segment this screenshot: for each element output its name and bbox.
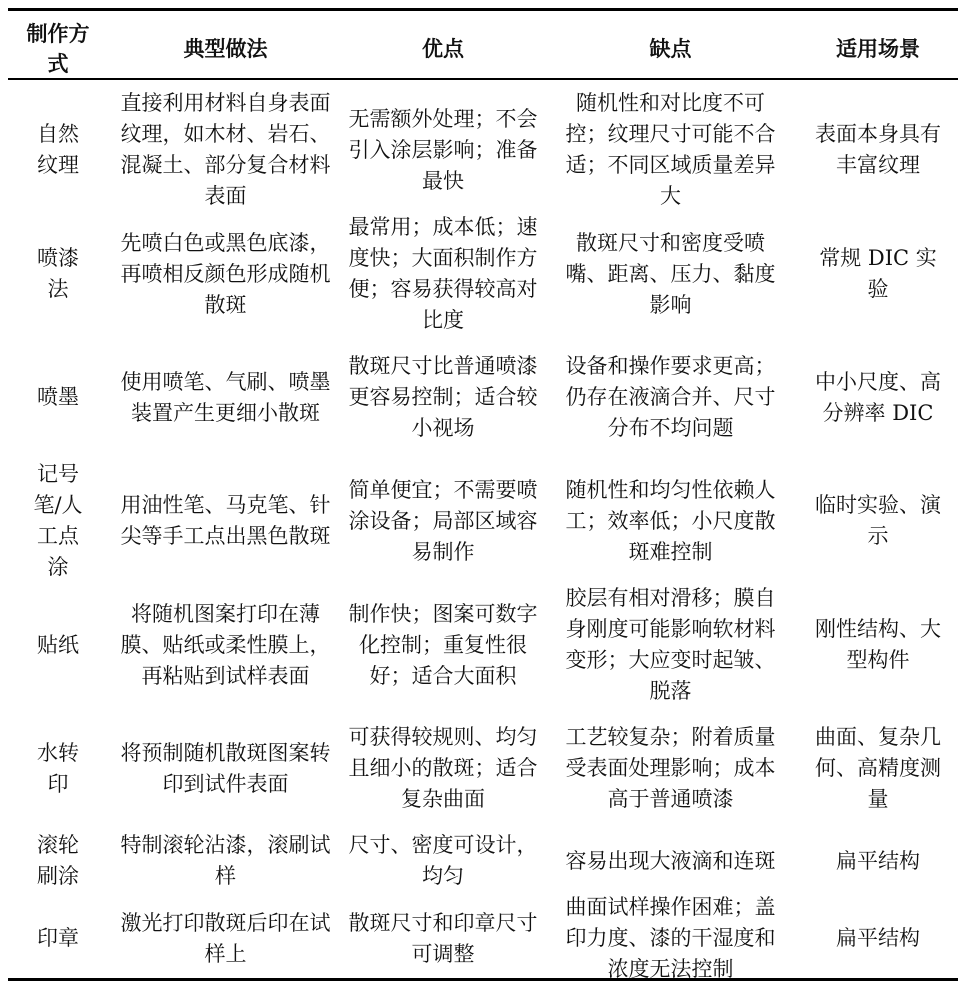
cell-pros: 无需额外处理；不会引入涂层影响；准备最快 <box>348 106 538 193</box>
table-row <box>8 707 958 830</box>
table-row <box>8 88 958 212</box>
header-practice: 典型做法 <box>183 36 268 61</box>
cell-scene: 扁平结构 <box>836 926 920 950</box>
cell-practice: 将随机图案打印在薄膜、贴纸或柔性膜上，再粘贴到试样表面 <box>120 601 331 688</box>
cell-practice: 先喷白色或黑色底漆，再喷相反颜色形成随机散斑 <box>120 230 331 317</box>
cell-scene: 常规 DIC 实验 <box>819 246 937 301</box>
table-row <box>8 892 958 985</box>
cell-pros: 最常用；成本低；速度快；大面积制作方便；容易获得较高对比度 <box>348 215 538 332</box>
table-row <box>8 583 958 707</box>
cell-practice: 直接利用材料自身表面纹理，如木材、岩石、混凝土、部分复合材料表面 <box>120 91 331 208</box>
cell-cons: 随机性和对比度不可控；纹理尺寸可能不合适；不同区域质量差异大 <box>565 91 776 208</box>
cell-practice: 特制滚轮沾漆，滚刷试样 <box>120 833 331 888</box>
header-method: 制作方式 <box>26 21 90 76</box>
cell-cons: 设备和操作要求更高；仍存在液滴合并、尺寸分布不均问题 <box>565 354 776 440</box>
cell-method: 贴纸 <box>37 632 79 657</box>
table-row <box>8 336 958 459</box>
cell-practice: 用油性笔、马克笔、针尖等手工点出黑色散斑 <box>120 493 331 548</box>
header-cons: 缺点 <box>649 36 692 61</box>
cell-practice: 将预制随机散斑图案转印到试件表面 <box>120 740 331 796</box>
cell-cons: 容易出现大液滴和连斑 <box>565 848 776 873</box>
cell-cons: 胶层有相对滑移；膜自身刚度可能影响软材料变形；大应变时起皱、脱落 <box>565 586 776 703</box>
header-scene: 适用场景 <box>836 36 920 61</box>
cell-cons: 随机性和均匀性依赖人工；效率低；小尺度散斑难控制 <box>565 477 776 564</box>
speckle-methods-table <box>8 0 958 985</box>
cell-pros: 可获得较规则、均匀且细小的散斑；适合复杂曲面 <box>348 725 538 811</box>
cell-method: 喷墨 <box>37 385 79 409</box>
header-row <box>8 0 958 88</box>
cell-pros: 简单便宜；不需要喷涂设备；局部区域容易制作 <box>348 477 538 564</box>
table-row <box>8 212 958 336</box>
cell-cons: 曲面试样操作困难；盖印力度、漆的干湿度和浓度无法控制 <box>565 895 776 981</box>
cell-cons: 散斑尺寸和密度受喷嘴、距离、压力、黏度影响 <box>565 230 776 317</box>
cell-pros: 散斑尺寸和印章尺寸可调整 <box>348 910 538 966</box>
cell-scene: 扁平结构 <box>836 848 920 873</box>
cell-practice: 激光打印散斑后印在试样上 <box>120 910 331 966</box>
cell-scene: 表面本身具有丰富纹理 <box>815 122 941 177</box>
cell-scene: 临时实验、演示 <box>815 493 941 548</box>
cell-pros: 散斑尺寸比普通喷漆更容易控制；适合较小视场 <box>348 354 538 440</box>
cell-cons: 工艺较复杂；附着质量受表面处理影响；成本高于普通喷漆 <box>565 725 776 811</box>
cell-method: 自然纹理 <box>37 122 79 177</box>
header-pros: 优点 <box>422 36 464 61</box>
cell-practice: 使用喷笔、气刷、喷墨装置产生更细小散斑 <box>120 369 331 425</box>
cell-method: 喷漆法 <box>37 246 79 301</box>
cell-scene: 刚性结构、大型构件 <box>815 617 941 672</box>
cell-scene: 中小尺度、高分辨率 DIC <box>815 369 941 425</box>
cell-pros: 制作快；图案可数字化控制；重复性很好；适合大面积 <box>348 601 538 688</box>
table-row <box>8 830 958 892</box>
table-row <box>8 459 958 583</box>
cell-method: 滚轮刷涂 <box>37 833 79 888</box>
cell-scene: 曲面、复杂几何、高精度测量 <box>815 725 941 811</box>
cell-method: 记号笔/人工点涂 <box>33 462 83 579</box>
cell-method: 水转印 <box>37 740 79 796</box>
cell-method: 印章 <box>37 926 79 950</box>
cell-pros: 尺寸、密度可设计，均匀 <box>348 833 538 888</box>
